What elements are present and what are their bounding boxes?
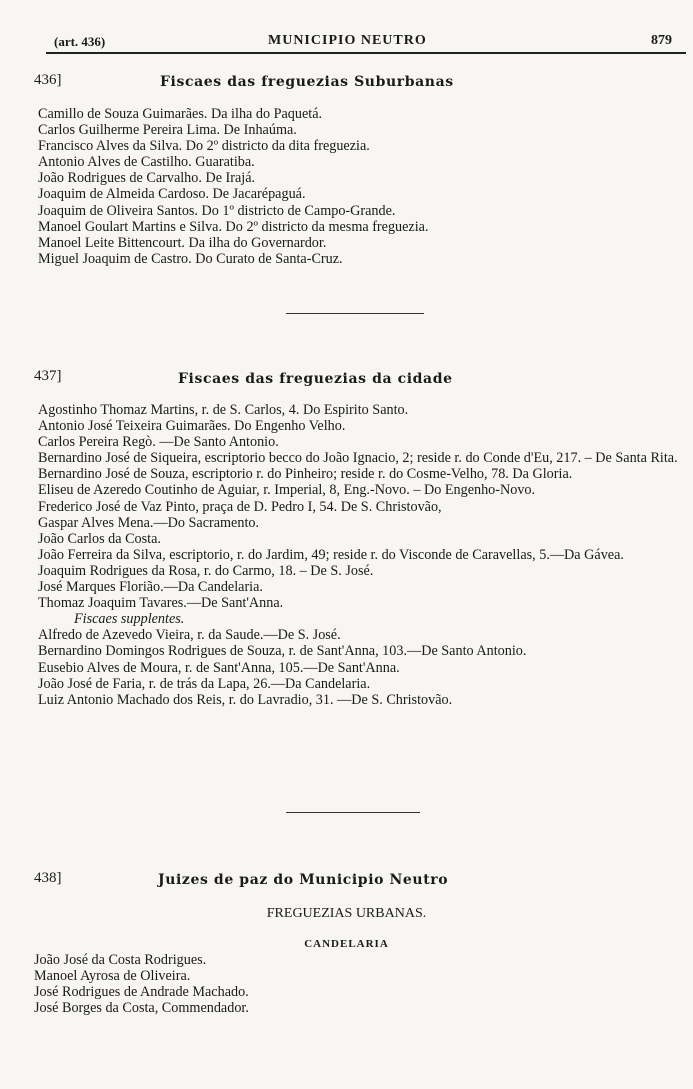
entry-list (38, 106, 678, 267)
list-item: José Rodrigues de Andrade Machado. (34, 984, 249, 1001)
list-item: Eusebio Alves de Moura, r. de Sant'Anna, 105.—De Sant'Anna. (38, 659, 400, 676)
list-item: Bernardino José de Souza, escriptorio r. do Pinheiro; reside r. do Cosme-Velho, 78. Da Gloria. (38, 466, 573, 483)
list-item: Thomaz Joaquim Tavares.—De Sant'Anna. (38, 595, 284, 612)
list-item: Camillo de Souza Guimarães. Da ilha do Paquetá. (38, 106, 323, 122)
list-item: Joaquim de Oliveira Santos. Do 1º districto de Campo-Grande. (38, 202, 396, 219)
list-item: Agostinho Thomaz Martins, r. de S. Carlos, 4. Do Espirito Santo. (38, 402, 409, 418)
list-item: Joaquim Rodrigues da Rosa, r. do Carmo, 18. – De S. José. (38, 562, 374, 579)
list-item: Carlos Guilherme Pereira Lima. De Inhaúma. (38, 122, 297, 139)
list-item: Bernardino Domingos Rodrigues de Souza, r. de Sant'Anna, 103.—De Santo Antonio. (38, 643, 527, 660)
supplentes-heading: Fiscaes supplentes. (74, 611, 185, 628)
list-item: Manoel Leite Bittencourt. Da ilha do Governardor. (38, 234, 327, 251)
list-item: Francisco Alves da Silva. Do 2º districto da dita freguezia. (38, 138, 370, 155)
list-item: Manoel Goulart Martins e Silva. Do 2º districto da mesma freguezia. (38, 218, 429, 235)
page-number: 879 (651, 33, 672, 48)
list-item: José Borges da Costa, Commendador. (34, 1000, 249, 1017)
list-item: Joaquim de Almeida Cardoso. De Jacarépaguá. (38, 186, 306, 203)
list-item: João Ferreira da Silva, escriptorio, r. do Jardim, 49; reside r. do Visconde de Caravellas, 5.—Da Gávea. (38, 546, 624, 563)
list-item: Miguel Joaquim de Castro. Do Curato de Santa-Cruz. (38, 250, 343, 267)
list-item: Alfredo de Azevedo Vieira, r. da Saude.—De S. José. (38, 627, 341, 644)
list-item: Manoel Ayrosa de Oliveira. (34, 968, 191, 985)
section-title: Fiscaes das freguezias Suburbanas (160, 74, 454, 90)
running-title: MUNICIPIO NEUTRO (268, 33, 427, 48)
list-item: Gaspar Alves Mena.—Do Sacramento. (38, 514, 260, 531)
list-item: Eliseu de Azeredo Coutinho de Aguiar, r. Imperial, 8, Eng.-Novo. – Do Engenho-Novo. (38, 482, 536, 499)
section-divider (286, 812, 420, 813)
list-item: João Carlos da Costa. (38, 530, 161, 547)
parish-heading: CANDELARIA (304, 938, 389, 950)
list-item: Frederico José de Vaz Pinto, praça de D. Pedro I, 54. De S. Christovão, (38, 498, 442, 515)
section-title: Juizes de paz do Municipio Neutro (158, 872, 449, 888)
list-item: Bernardino José de Siqueira, escriptorio becco do João Ignacio, 2; reside r. do Conde d'Eu, 217. – De Santa Rita. (38, 450, 678, 467)
entry-list (38, 402, 678, 708)
list-item: João José da Costa Rodrigues. (34, 952, 207, 968)
article-reference: (art. 436) (54, 34, 106, 49)
section-title: Fiscaes das freguezias da cidade (178, 371, 453, 387)
list-item: José Marques Florião.—Da Candelaria. (38, 579, 263, 596)
list-item: Luiz Antonio Machado dos Reis, r. do Lavradio, 31. —De S. Christovão. (38, 691, 453, 708)
section-number: 438] (34, 870, 62, 886)
list-item: Carlos Pereira Regò. —De Santo Antonio. (38, 434, 279, 451)
section-divider (286, 313, 424, 314)
section-subtitle: FREGUEZIAS URBANAS. (266, 906, 427, 921)
list-item: Antonio Alves de Castilho. Guaratiba. (38, 154, 255, 171)
section-number: 437] (34, 368, 62, 384)
section-number: 436] (34, 72, 62, 88)
list-item: João Rodrigues de Carvalho. De Irajá. (38, 170, 256, 187)
running-head (46, 32, 686, 54)
list-item: João José de Faria, r. de trás da Lapa, 26.—Da Candelaria. (38, 675, 371, 692)
list-item: Antonio José Teixeira Guimarães. Do Engenho Velho. (38, 418, 346, 435)
entry-list (34, 952, 674, 1016)
